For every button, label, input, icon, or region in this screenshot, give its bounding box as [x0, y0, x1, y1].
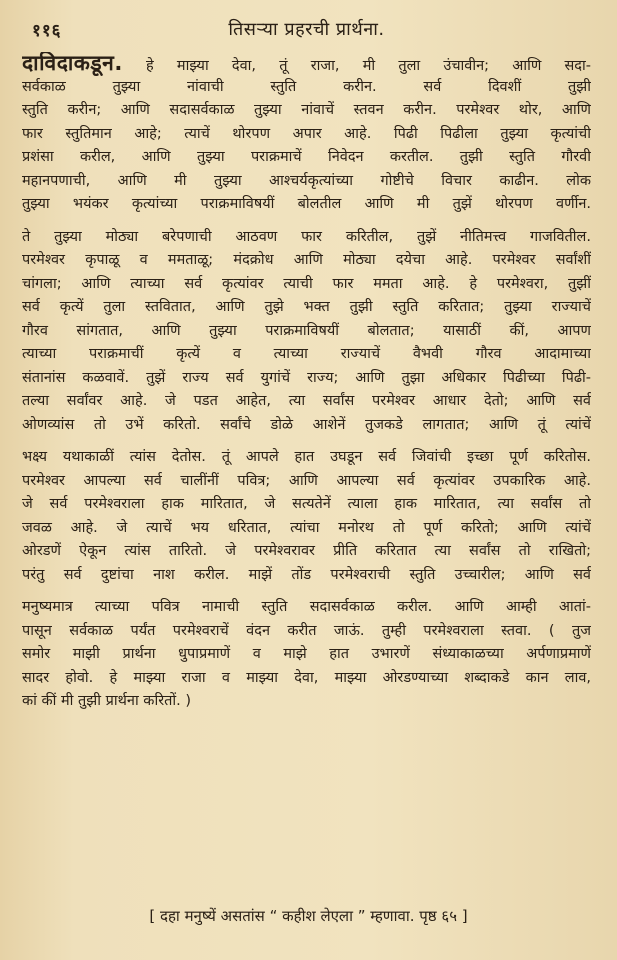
running-head — [32, 14, 581, 44]
text-line: स्तुति करीन; आणि सदासर्वकाळ तुझ्या नांवाचें स्तवन करीन. परमेश्वर थोर, आणि — [22, 102, 591, 118]
text-line: जे सर्व परमेश्वराला हाक मारितात, जे सत्यतेनें त्याला हाक मारितात, त्या सर्वांस तो — [22, 496, 591, 512]
page-number: ११६ — [32, 21, 62, 41]
text-line: परमेश्वर कृपाळू व ममताळू; मंदक्रोध आणि मोठ्या दयेचा आहे. परमेश्वर सर्वांशीं — [22, 252, 591, 268]
text-line: जवळ आहे. जे त्याचें भय धरितात, त्यांचा मनोरथ तो पूर्ण करितो; आणि त्यांचें — [22, 519, 591, 536]
paragraph-gap — [22, 437, 591, 446]
text-line: सादर होवो. हे माझ्या राजा व माझ्या देवा, माझ्या ओरडण्याच्या शब्दाकडे कान लाव, — [22, 669, 591, 686]
text-line: पासून सर्वकाळ पर्यंत परमेश्वराचें वंदन करीत जाऊं. तुम्ही परमेश्वराला स्तवा. ( तुज — [22, 622, 591, 639]
page-title: तिसऱ्या प्रहरची प्रार्थना. — [228, 19, 385, 40]
text-line: कां कीं मी तुझी प्रार्थना करितों. ) — [22, 693, 192, 709]
paragraph-gap — [22, 587, 591, 596]
text-line: तुझ्या भयंकर कृत्यांच्या पराक्रमाविषयीं बोलतील आणि मी तुझें थोरपण वर्णीन. — [22, 196, 591, 212]
text-line: ते तुझ्या मोठ्या बरेपणाची आठवण फार करितील, तुझें नीतिमत्त्व गाजवितील. — [22, 228, 591, 245]
source-note: [ दहा मनुष्यें असतांस “ कहीश लेएला ” म्हणावा. पृष्ठ ६५ ] — [149, 907, 468, 925]
paragraph-gap — [22, 217, 591, 226]
text-line: ओरडणें ऐकून त्यांस तारितो. जे परमेश्वरावर प्रीति करितात त्या सर्वांस तो राखितो; — [22, 543, 591, 559]
text-line: तल्या सर्वांवर आहे. जे पडत आहेत, त्या सर्वांस परमेश्वर आधार देतो; आणि सर्व — [22, 393, 591, 409]
text-line: चांगला; आणि त्याच्या सर्व कृत्यांवर त्याची फार ममता आहे. हे परमेश्वरा, तुझीं — [22, 275, 591, 292]
text-line: त्याच्या पराक्रमाचीं कृत्यें व त्याच्या राज्याचें वैभवी गौरव आदामाच्या — [22, 346, 591, 362]
text-line: मनुष्यमात्र त्याच्या पवित्र नामाची स्तुति सदासर्वकाळ करील. आणि आम्ही आतां- — [22, 599, 591, 615]
text-line-rest: हे माझ्या देवा, तूं राजा, मी तुला उंचावीन; आणि सदा- — [146, 58, 591, 74]
text-line: ओणव्यांस तो उभें करितो. सर्वांचे डोळे आशेनें तुजकडे लागतात; आणि तूं त्यांचें — [22, 416, 591, 433]
text-line — [22, 52, 591, 76]
text-line: परमेश्वर आपल्या सर्व चालींनीं पवित्र; आणि आपल्या सर्व कृत्यांवर उपकारिक आहे. — [22, 472, 591, 489]
text-line: सर्वकाळ तुझ्या नांवाची स्तुति करीन. सर्व दिवशीं तुझी — [22, 78, 591, 95]
text-line: गौरव सांगतात, आणि तुझ्या पराक्रमाविषयीं बोलतात; यासाठीं कीं, आपण — [22, 322, 591, 339]
text-line: संतानांस कळवावें. तुझें राज्य सर्व युगांचें राज्य; आणि तुझा अधिकार पिढीच्या पिढी- — [22, 369, 591, 386]
text-line: फार स्तुतिमान आहे; त्याचें थोरपण अपार आहे. पिढी पिढीला तुझ्या कृत्यांची — [22, 125, 591, 142]
prayer-text — [22, 52, 591, 714]
text-line: परंतु सर्व दुष्टांचा नाश करील. माझें तोंड परमेश्वराची स्तुति उच्चारील; आणि सर्व — [22, 566, 591, 583]
section-head-word: दाविदाकडून. — [22, 52, 123, 75]
text-line: प्रशंसा करील, आणि तुझ्या पराक्रमाचें निवेदन करतील. तुझी स्तुति गौरवी — [22, 149, 591, 165]
text-line: महानपणाची, आणि मी तुझ्या आश्चर्यकृत्यांच्या गोष्टीचे विचार काढीन. लोक — [22, 172, 591, 189]
text-line: भक्ष्य यथाकाळीं त्यांस देतोस. तूं आपले हात उघडून सर्व जिवांची इच्छा पूर्ण करितोस. — [22, 449, 591, 465]
text-line: सर्व कृत्यें तुला स्तवितात, आणि तुझे भक्त तुझी स्तुति करितात; तुझ्या राज्याचें — [22, 299, 591, 315]
text-line: समोर माझी प्रार्थना धुपाप्रमाणें व माझे हात उभारणें संध्याकाळच्या अर्पणाप्रमाणें — [22, 646, 591, 662]
